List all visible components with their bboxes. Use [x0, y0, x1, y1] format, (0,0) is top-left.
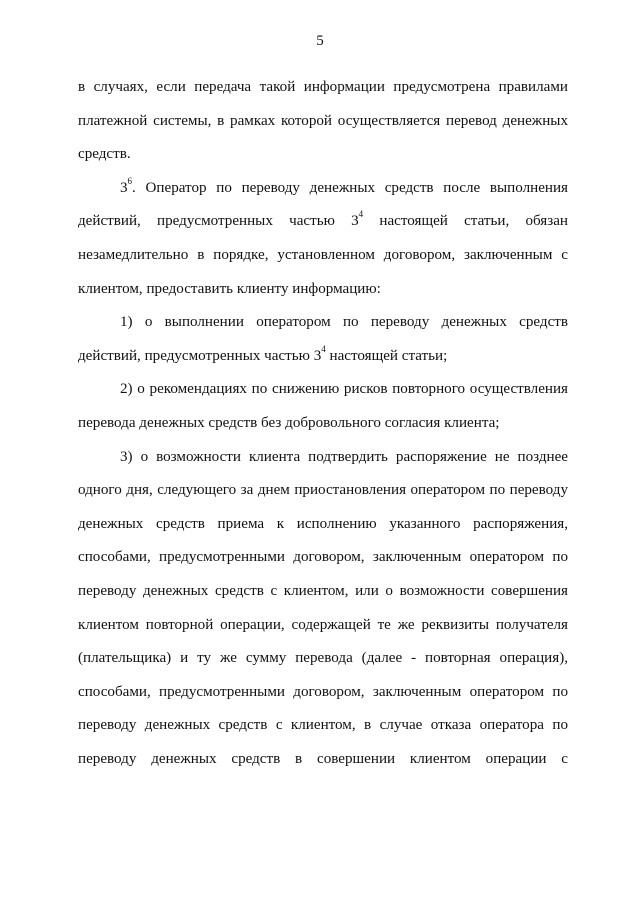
- document-body: [78, 71, 568, 776]
- paragraph-2-text-b: настоящей статьи, обязан незамедлительно в порядке, установленном договором, заключенным с клиентом, предоставить клиенту информацию:: [78, 213, 568, 297]
- paragraph-3: [78, 306, 568, 373]
- paragraph-2-superscript-2: 4: [358, 209, 364, 220]
- paragraph-3-superscript: 4: [321, 343, 326, 354]
- paragraph-2-number: 3: [120, 179, 128, 196]
- paragraph-3-text-b: настоящей статьи;: [325, 347, 448, 364]
- paragraph-5: 3) о возможности клиента подтвердить распоряжение не позднее одного дня, следующего за днем приостановления оператором по переводу денежных средств приема к исполнению указанного распоряжения, способами, предусмотренными договором, заключенным оператором по переводу денежных средств с клиентом, или о возможности совершения клиентом повторной операции, содержащей те же реквизиты получателя (плательщика) и ту же сумму перевода (далее - повторная операция), способами, предусмотренными договором, заключенным оператором по переводу денежных средств с клиентом, в случае отказа оператора по переводу денежных средств в совершении клиентом операции с: [78, 448, 568, 767]
- page-number: 5: [316, 33, 324, 49]
- paragraph-2: [78, 172, 568, 306]
- paragraph-4: 2) о рекомендациях по снижению рисков повторного осуществления перевода денежных средств без добровольного согласия клиента;: [78, 381, 568, 431]
- paragraph-3-text-a: 1) о выполнении оператором по переводу денежных средств действий, предусмотренных частью 3: [78, 314, 568, 364]
- paragraph-2-text-a: . Оператор по переводу денежных средств после выполнения действий, предусмотренных частью 3: [78, 179, 568, 230]
- paragraph-1: в случаях, если передача такой информации предусмотрена правилами платежной системы, в рамках которой осуществляется перевод денежных средств.: [78, 79, 568, 163]
- paragraph-2-superscript: 6: [127, 175, 133, 186]
